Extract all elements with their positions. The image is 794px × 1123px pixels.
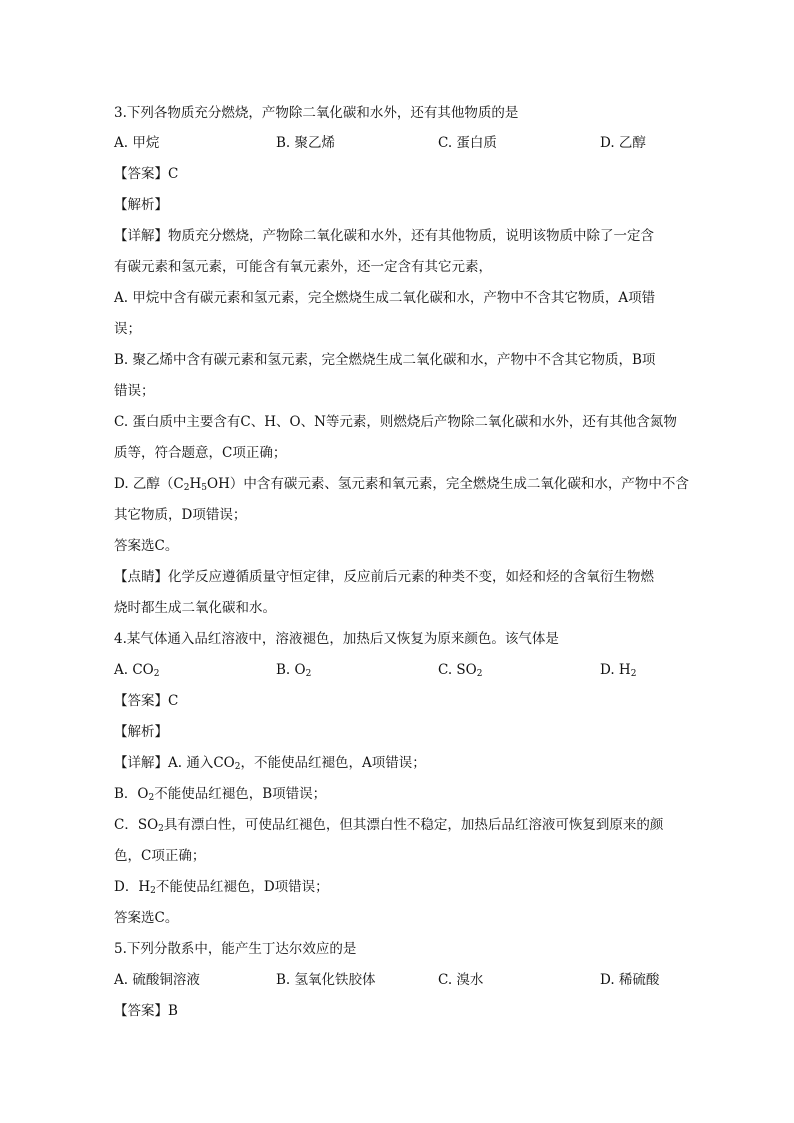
q5-option-d: D. 稀硫酸: [600, 972, 660, 988]
q3-conclusion: 答案选C。: [114, 538, 179, 554]
q3-tip-line: 烧时都生成二氧化碳和水。: [114, 600, 276, 616]
q4-option-a: A. $CO_2$: [114, 662, 160, 679]
question-3-stem: 3.下列各物质充分燃烧，产物除二氧化碳和水外，还有其他物质的是: [114, 105, 519, 121]
q3-option-b: B. 聚乙烯: [276, 135, 336, 151]
q4-option-b: B. $O_2$: [276, 662, 312, 679]
q3-option-a: A. 甲烷: [114, 135, 160, 151]
q3-detail-line: C. 蛋白质中主要含有C、H、O、N等元素，则燃烧后产物除二氧化碳和水外，还有其他含氮物: [114, 414, 677, 430]
q3-option-c: C. 蛋白质: [438, 135, 497, 151]
q4-option-c: C. $SO_2$: [438, 662, 483, 679]
q4-detail-line: 【详解】A. 通入$CO_2$，不能使品红褪色，A项错误；: [114, 755, 426, 772]
question-5-stem: 5.下列分散系中，能产生丁达尔效应的是: [114, 941, 357, 957]
q3-detail-d-line: D. 乙醇$(C_2H_5OH)$中含有碳元素、氢元素和氧元素，完全燃烧生成二氧化碳和水，产物中不含: [114, 476, 689, 493]
q3-answer: 【答案】C: [114, 166, 179, 182]
q3-tip-line: 【点睛】化学反应遵循质量守恒定律，反应前后元素的种类不变，如烃和烃的含氧衍生物燃: [114, 569, 654, 585]
q3-detail-line: 其它物质，D项错误；: [114, 507, 247, 523]
q3-detail-line: 质等，符合题意，C项正确；: [114, 445, 287, 461]
q5-answer: 【答案】B: [114, 1003, 178, 1019]
q5-option-b: B. 氢氧化铁胶体: [276, 972, 376, 988]
q4-answer: 【答案】C: [114, 693, 179, 709]
q3-analysis-label: 【解析】: [114, 197, 168, 213]
q3-detail-line: B. 聚乙烯中含有碳元素和氢元素，完全燃烧生成二氧化碳和水，产物中不含其它物质，B项: [114, 352, 656, 368]
q3-detail-line: 有碳元素和氢元素，可能含有氧元素外，还一定含有其它元素，: [114, 259, 492, 275]
q4-detail-line: B．$O_2$不能使品红褪色，B项错误；: [114, 786, 327, 803]
q3-detail-line: 误；: [114, 321, 141, 337]
q4-detail-line: 色，C项正确；: [114, 848, 206, 864]
q3-detail-line: 错误；: [114, 383, 155, 399]
q3-detail-line: A. 甲烷中含有碳元素和氢元素，完全燃烧生成二氧化碳和水，产物中不含其它物质，A项错: [114, 290, 656, 306]
q4-option-d: D. $H_2$: [600, 662, 637, 679]
q3-detail-line: 【详解】物质充分燃烧，产物除二氧化碳和水外，还有其他物质，说明该物质中除了一定含: [114, 228, 654, 244]
q5-option-c: C. 溴水: [438, 972, 484, 988]
q5-option-a: A. 硫酸铜溶液: [114, 972, 200, 988]
q3-option-d: D. 乙醇: [600, 135, 646, 151]
q4-detail-line: D．$H_2$不能使品红褪色，D项错误；: [114, 879, 329, 896]
question-4-stem: 4.某气体通入品红溶液中，溶液褪色，加热后又恢复为原来颜色。该气体是: [114, 631, 559, 647]
q4-conclusion: 答案选C。: [114, 910, 179, 926]
q4-analysis-label: 【解析】: [114, 724, 168, 740]
q4-detail-line: C．$SO_2$具有漂白性，可使品红褪色，但其漂白性不稳定，加热后品红溶液可恢复到原来的颜: [114, 817, 664, 834]
